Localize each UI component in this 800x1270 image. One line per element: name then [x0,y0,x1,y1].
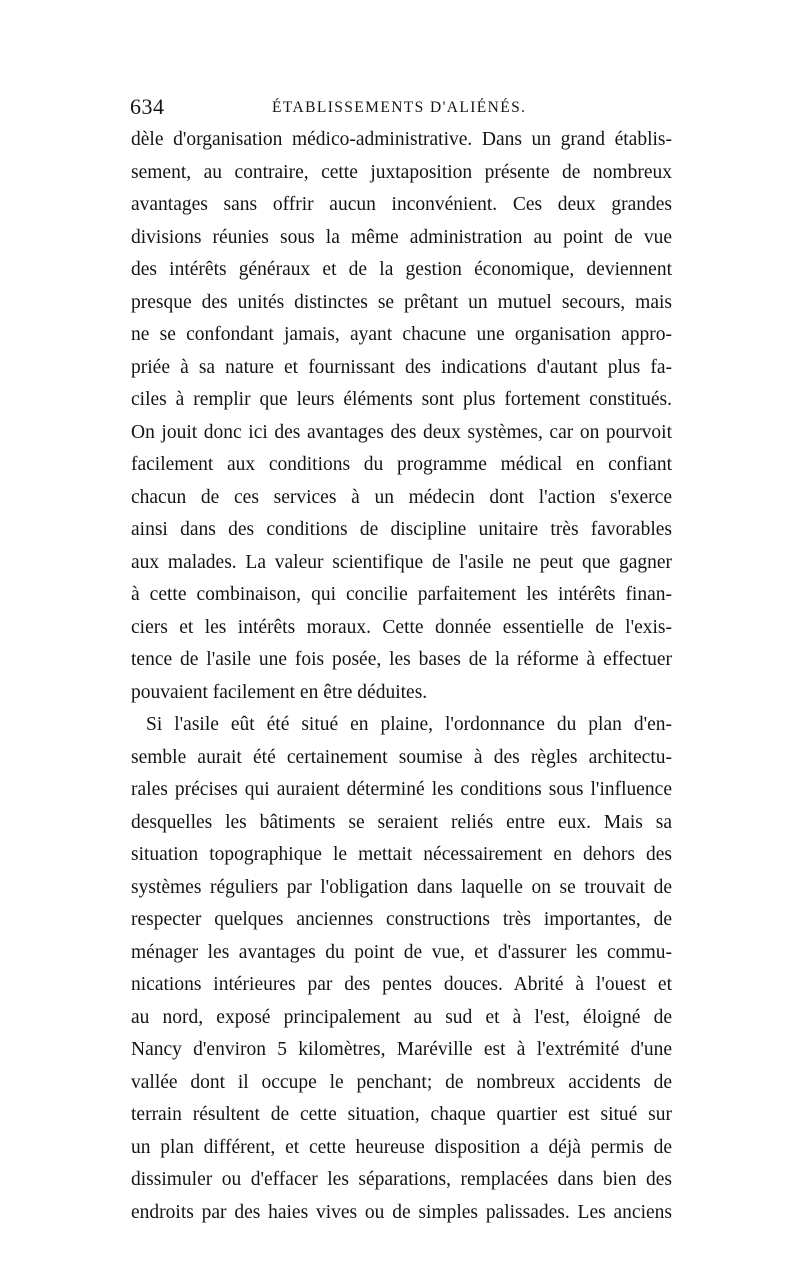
text-line: Nancy d'environ 5 kilomètres, Maréville est à l'extrémité d'une [131,1039,672,1060]
text-line: dèle d'organisation médico-administrative. Dans un grand établis- [131,129,672,150]
text-line: On jouit donc ici des avantages des deux systèmes, car on pourvoit [131,421,672,443]
text-line: ménager les avantages du point de vue, et d'assurer les commu- [131,941,672,963]
body-text [131,124,672,1229]
text-line: sement, au contraire, cette juxtaposition présente de nombreux [131,161,672,183]
text-line: presque des unités distinctes se prêtant un mutuel secours, mais [131,291,672,313]
text-line: aux malades. La valeur scientifique de l'asile ne peut que gagner [131,551,672,573]
text-line: des intérêts généraux et de la gestion économique, deviennent [131,259,672,280]
text-line: terrain résultent de cette situation, chaque quartier est situé sur [131,1104,672,1125]
paragraph-start-line: Si l'asile eût été situé en plaine, l'ordonnance du plan d'en- [146,714,672,735]
text-line: chacun de ces services à un médecin dont l'action s'exerce [131,486,672,508]
text-line: priée à sa nature et fournissant des indications d'autant plus fa- [131,356,672,378]
running-title: ÉTABLISSEMENTS D'ALIÉNÉS. [272,99,527,116]
text-line: endroits par des haies vives ou de simples palissades. Les anciens [131,1201,672,1223]
text-line: vallée dont il occupe le penchant; de nombreux accidents de [131,1071,672,1093]
page-number: 634 [130,94,165,119]
text-line: un plan différent, et cette heureuse disposition a déjà permis de [131,1136,672,1158]
text-line: desquelles les bâtiments se seraient reliés entre eux. Mais sa [131,811,672,833]
paragraph-end-line: pouvaient facilement en être déduites. [131,681,428,703]
text-line: dissimuler ou d'effacer les séparations, remplacées dans bien des [131,1169,672,1190]
text-line: ne se confondant jamais, ayant chacune une organisation appro- [131,324,672,345]
text-line: situation topographique le mettait nécessairement en dehors des [131,844,672,865]
text-line: facilement aux conditions du programme médical en confiant [131,454,672,475]
text-line: ciers et les intérêts moraux. Cette donnée essentielle de l'exis- [131,616,672,638]
text-line: ciles à remplir que leurs éléments sont plus fortement constitués. [131,389,672,410]
text-line: respecter quelques anciennes constructions très importantes, de [131,909,672,930]
text-line: à cette combinaison, qui concilie parfaitement les intérêts finan- [131,584,672,605]
text-line: ainsi dans des conditions de discipline unitaire très favorables [131,519,672,540]
running-head [130,92,670,122]
text-line: divisions réunies sous la même administration au point de vue [131,226,672,248]
text-line: systèmes réguliers par l'obligation dans laquelle on se trouvait de [131,876,672,898]
text-line: au nord, exposé principalement au sud et à l'est, éloigné de [131,1006,672,1028]
text-line: avantages sans offrir aucun inconvénient. Ces deux grandes [131,194,672,215]
text-line: semble aurait été certainement soumise à des règles architectu- [131,746,672,768]
text-line: tence de l'asile une fois posée, les bases de la réforme à effectuer [131,649,672,670]
text-line: rales précises qui auraient déterminé les conditions sous l'influence [131,779,672,800]
text-line: nications intérieures par des pentes douces. Abrité à l'ouest et [131,974,672,995]
